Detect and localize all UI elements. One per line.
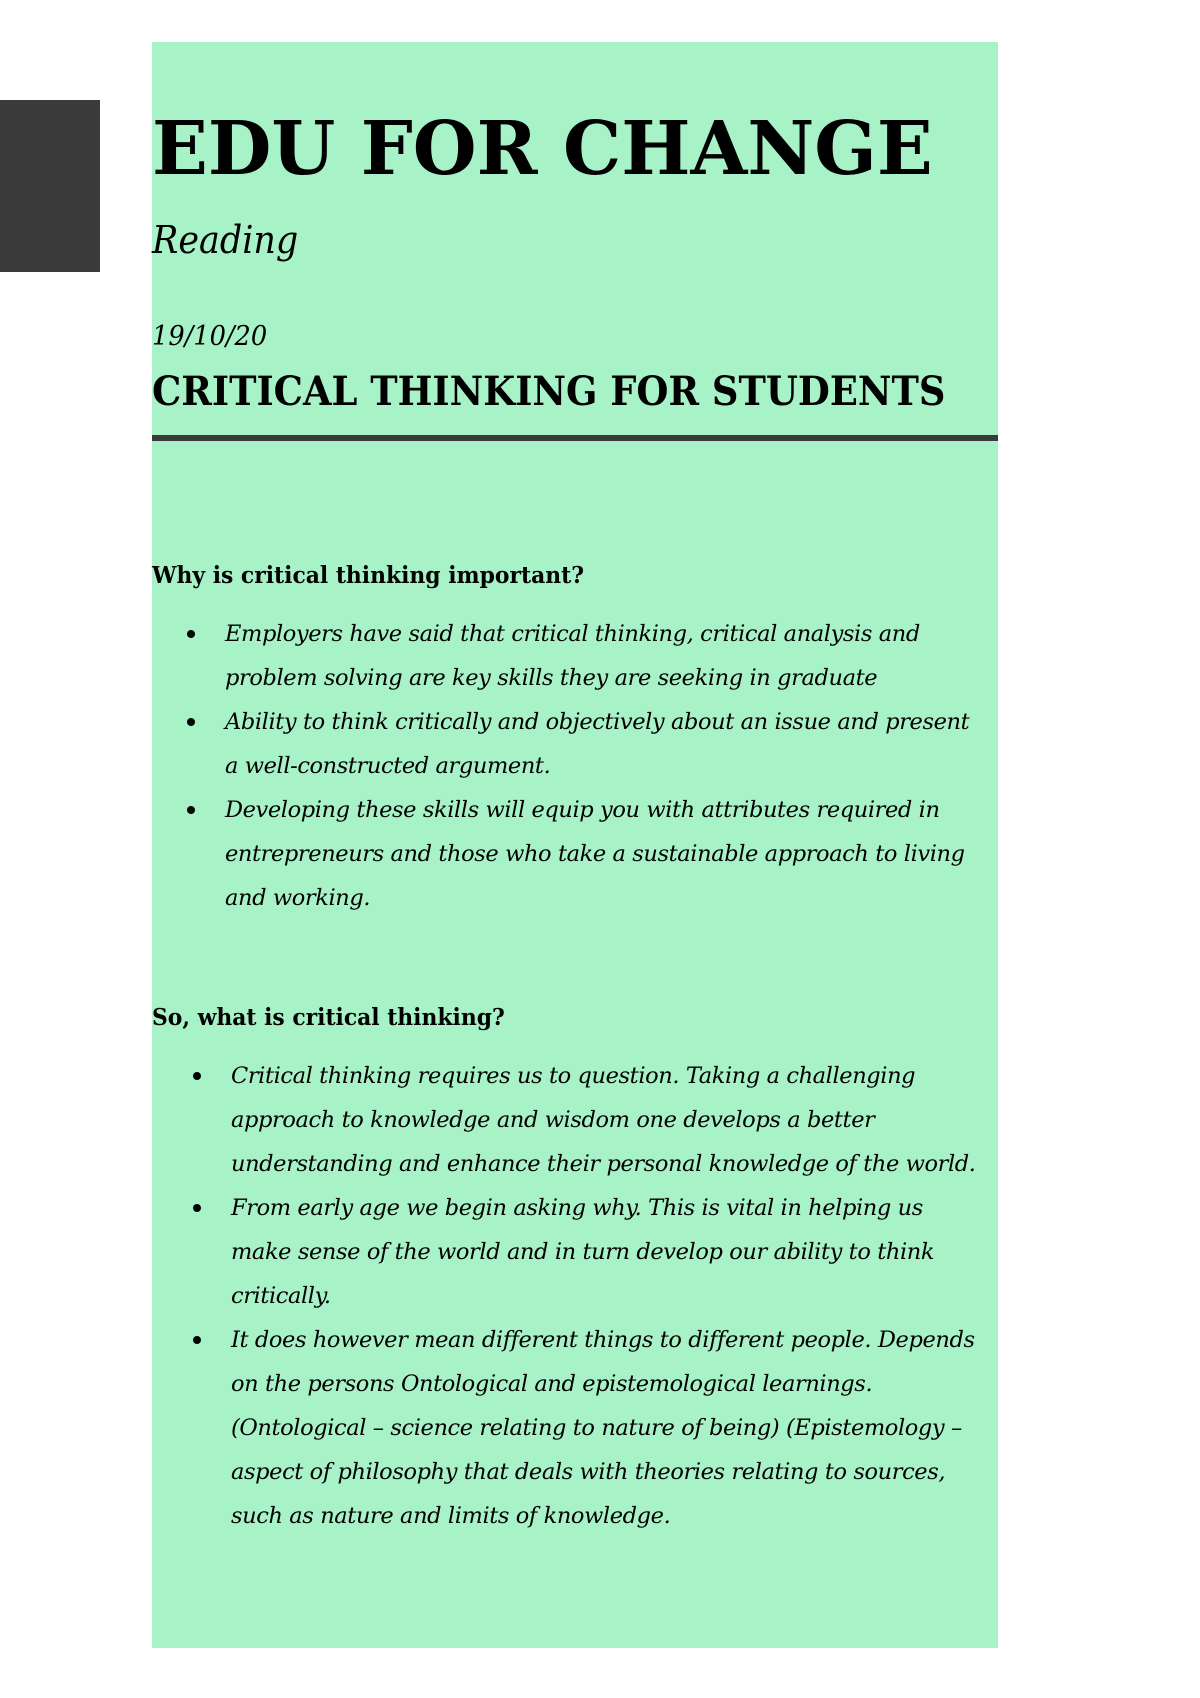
section-importance [152,562,998,920]
bullet-list [152,612,998,920]
bullet-icon [193,1072,201,1080]
masthead-title: EDU FOR CHANGE [152,106,933,192]
list-item [152,700,998,788]
list-item [152,788,998,920]
section-heading: So, what is critical thinking? [152,1004,505,1031]
list-item-text: Ability to think critically and objectively about an issue and present a well-constructed argument. [225,708,970,779]
list-item-text: From early age we begin asking why. This is vital in helping us make sense of the world and in turn develop our ability to think critically. [231,1194,935,1309]
publish-date: 19/10/20 [152,321,268,352]
list-item-text: It does however mean different things to different people. Depends on the persons Ontological and epistemological learnings. (Ontological – science relating to nature of being) (Epistemology – aspect of philosophy that deals with theories relating to sources, such as nature and limits of knowledge. [231,1326,975,1529]
list-item-text: Employers have said that critical thinking, critical analysis and problem solving are key skills they are seeking in graduate [225,620,920,691]
section-heading: Why is critical thinking important? [152,562,585,589]
list-item [152,1186,998,1318]
bullet-list [152,1054,998,1538]
bullet-icon [187,630,195,638]
section-definition [152,1004,998,1538]
bullet-icon [187,806,195,814]
content-panel [152,42,998,1648]
bullet-icon [193,1204,201,1212]
list-item-text: Developing these skills will equip you with attributes required in entrepreneurs and those who take a sustainable approach to living and working. [225,796,965,911]
list-item [152,1318,998,1538]
section-label: Reading [152,218,299,262]
bullet-icon [193,1336,201,1344]
side-decoration-block [0,100,100,272]
list-item [152,1054,998,1186]
article-title: CRITICAL THINKING FOR STUDENTS [152,368,946,415]
list-item [152,612,998,700]
bullet-icon [187,718,195,726]
title-divider [152,435,998,441]
list-item-text: Critical thinking requires us to question. Taking a challenging approach to knowledge and wisdom one develops a better understanding and enhance their personal knowledge of the world. [231,1062,976,1177]
